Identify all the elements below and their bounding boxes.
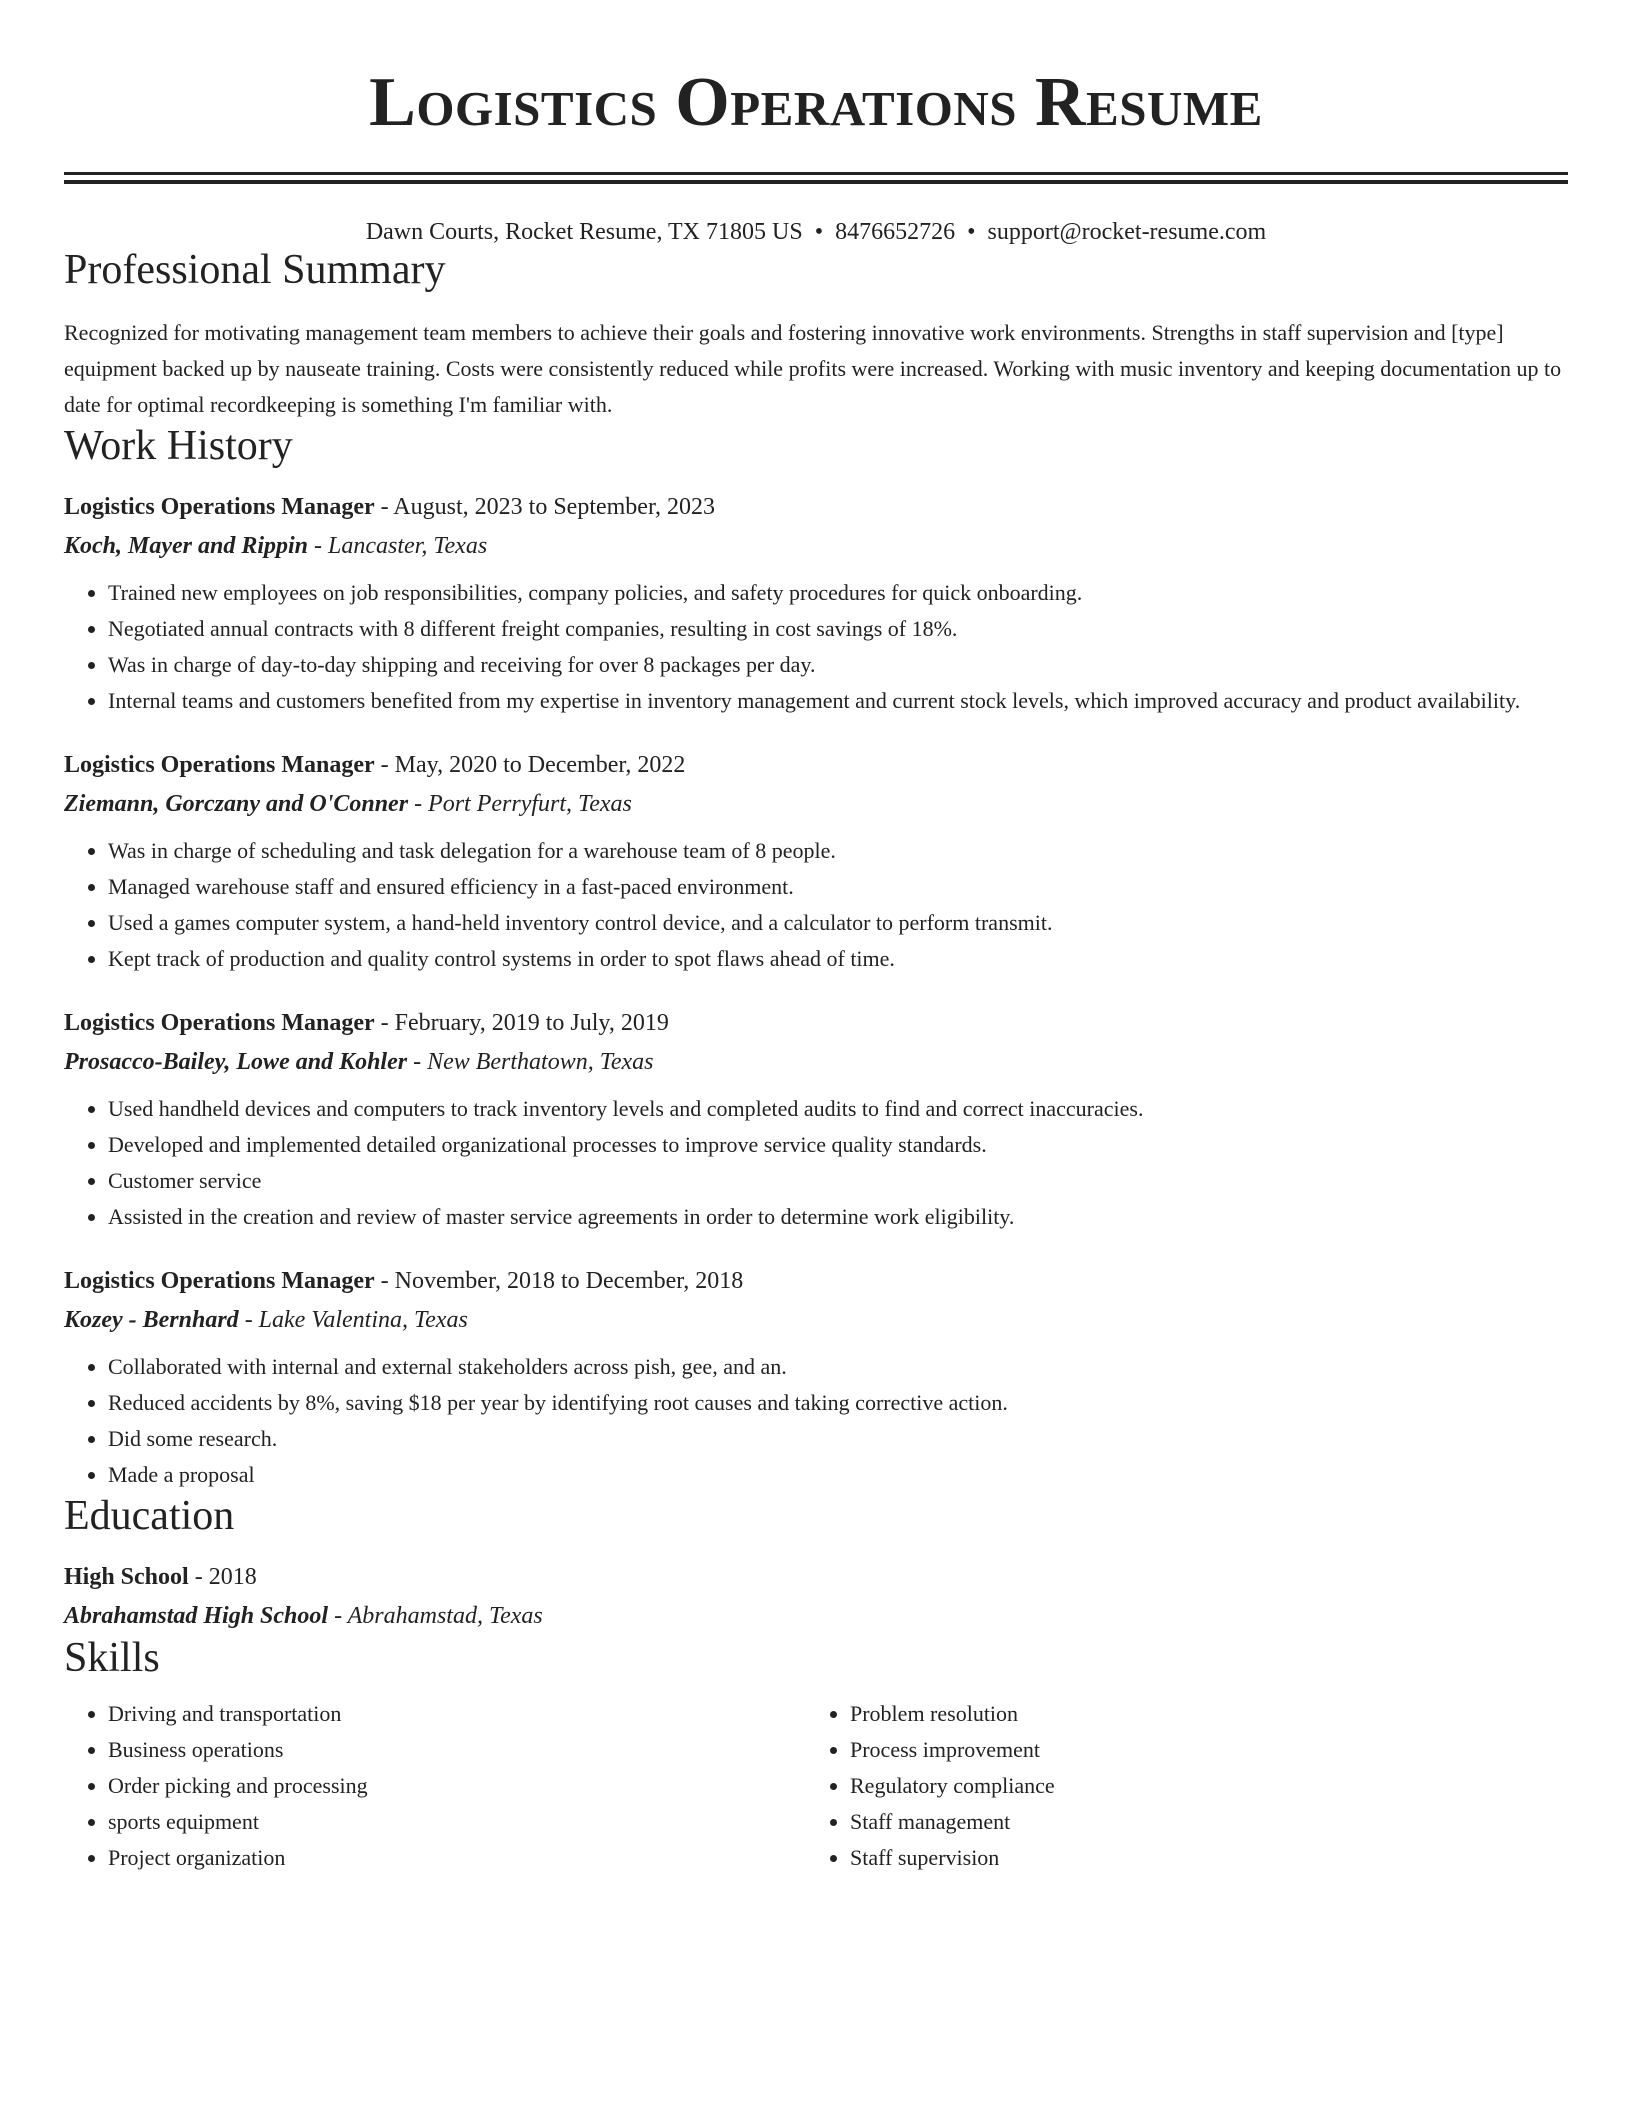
company-line xyxy=(64,1043,1568,1081)
skill-item: • Regulatory compliance xyxy=(850,1768,1548,1804)
list-item: • Used a games computer system, a hand-held inventory control device, and a calculator to perform transmit. xyxy=(108,905,1568,941)
skill-item: • Staff supervision xyxy=(850,1840,1548,1876)
skill-item: • Order picking and processing xyxy=(108,1768,806,1804)
list-item: • Managed warehouse staff and ensured efficiency in a fast-paced environment. xyxy=(108,869,1568,905)
skills-heading: Skills xyxy=(64,1635,160,1682)
list-item: • Assisted in the creation and review of master service agreements in order to determine work eligibility. xyxy=(108,1199,1568,1235)
company-line xyxy=(64,1301,1568,1339)
company-line xyxy=(64,527,1568,565)
list-item: • Customer service xyxy=(108,1163,1568,1199)
contact-line xyxy=(64,218,1568,247)
company-name: Prosacco-Bailey, Lowe and Kohler xyxy=(64,1049,408,1076)
list-item: • Internal teams and customers benefited from my expertise in inventory management and current stock levels, which improved accuracy and product availability. xyxy=(108,683,1568,719)
job-bullets xyxy=(64,1349,1568,1493)
contact-phone: 8476652726 xyxy=(835,219,956,245)
education-entry xyxy=(64,1557,1568,1635)
job-dates: - May, 2020 to December, 2022 xyxy=(374,752,686,779)
skill-item: • Staff management xyxy=(850,1804,1548,1840)
list-item: • Was in charge of scheduling and task delegation for a warehouse team of 8 people. xyxy=(108,833,1568,869)
job-header xyxy=(64,487,1568,527)
list-item: • Reduced accidents by 8%, saving $18 per year by identifying root causes and taking corrective action. xyxy=(108,1385,1568,1421)
company-location: - New Berthatown, Texas xyxy=(407,1049,654,1076)
school-name: Abrahamstad High School xyxy=(64,1603,329,1630)
skill-item: • sports equipment xyxy=(108,1804,806,1840)
skills-column-left xyxy=(64,1696,806,1876)
job-title: Logistics Operations Manager xyxy=(64,1010,375,1037)
company-line xyxy=(64,785,1568,823)
list-item: • Developed and implemented detailed organizational processes to improve service quality standards. xyxy=(108,1127,1568,1163)
company-location: - Lake Valentina, Texas xyxy=(238,1307,468,1334)
job-title: Logistics Operations Manager xyxy=(64,1268,375,1295)
list-item: • Made a proposal xyxy=(108,1457,1568,1493)
title-divider xyxy=(64,172,1568,184)
skill-item: • Business operations xyxy=(108,1732,806,1768)
list-item: • Was in charge of day-to-day shipping and receiving for over 8 packages per day. xyxy=(108,647,1568,683)
job-dates: - November, 2018 to December, 2018 xyxy=(374,1268,744,1295)
job-entry xyxy=(64,1261,1568,1493)
list-item: • Kept track of production and quality control systems in order to spot flaws ahead of time. xyxy=(108,941,1568,977)
contact-separator: • xyxy=(814,219,824,245)
contact-address: Dawn Courts, Rocket Resume, TX 71805 US xyxy=(365,219,803,245)
skill-item: • Driving and transportation xyxy=(108,1696,806,1732)
company-location: - Lancaster, Texas xyxy=(308,533,488,560)
skill-item: • Project organization xyxy=(108,1840,806,1876)
page-title: Logistics Operations Resume xyxy=(369,64,1263,141)
company-name: Koch, Mayer and Rippin xyxy=(64,533,309,560)
job-bullets xyxy=(64,1091,1568,1235)
job-dates: - August, 2023 to September, 2023 xyxy=(374,494,715,521)
job-header xyxy=(64,1003,1568,1043)
job-dates: - February, 2019 to July, 2019 xyxy=(374,1010,669,1037)
list-item: • Negotiated annual contracts with 8 different freight companies, resulting in cost savings of 18%. xyxy=(108,611,1568,647)
job-entry xyxy=(64,1003,1568,1235)
list-item: • Used handheld devices and computers to track inventory levels and completed audits to find and correct inaccuracies. xyxy=(108,1091,1568,1127)
school-line xyxy=(64,1597,1568,1635)
summary-text: Recognized for motivating management team members to achieve their goals and fostering innovative work environments. Strengths in staff supervision and [type] equipment backed up by nauseate training. Costs were consistently reduced while profits were increased. Working with music inventory and keeping documentation up to date for optimal recordkeeping is something I'm familiar with. xyxy=(64,319,1562,417)
skill-item: • Process improvement xyxy=(850,1732,1548,1768)
job-header xyxy=(64,1261,1568,1301)
education-heading: Education xyxy=(64,1493,235,1540)
contact-email[interactable]: support@rocket-resume.com xyxy=(987,219,1267,245)
summary-heading: Professional Summary xyxy=(64,246,446,293)
list-item: • Trained new employees on job responsibilities, company policies, and safety procedures for quick onboarding. xyxy=(108,575,1568,611)
list-item: • Did some research. xyxy=(108,1421,1568,1457)
job-entry xyxy=(64,487,1568,719)
job-entry xyxy=(64,745,1568,977)
list-item: • Collaborated with internal and external stakeholders across pish, gee, and an. xyxy=(108,1349,1568,1385)
education-degree: High School xyxy=(64,1564,189,1591)
job-bullets xyxy=(64,575,1568,719)
job-header xyxy=(64,745,1568,785)
job-title: Logistics Operations Manager xyxy=(64,494,375,521)
education-year: - 2018 xyxy=(188,1564,257,1591)
job-title: Logistics Operations Manager xyxy=(64,752,375,779)
school-location: - Abrahamstad, Texas xyxy=(328,1603,543,1630)
skill-item: • Problem resolution xyxy=(850,1696,1548,1732)
company-name: Kozey - Bernhard xyxy=(64,1307,239,1334)
company-name: Ziemann, Gorczany and O'Conner xyxy=(64,791,409,818)
education-header xyxy=(64,1557,1568,1597)
work-history-heading: Work History xyxy=(64,422,293,469)
contact-separator: • xyxy=(967,219,976,245)
skills-list xyxy=(64,1696,1568,1876)
skills-column-right xyxy=(806,1696,1548,1876)
company-location: - Port Perryfurt, Texas xyxy=(408,791,632,818)
job-bullets xyxy=(64,833,1568,977)
